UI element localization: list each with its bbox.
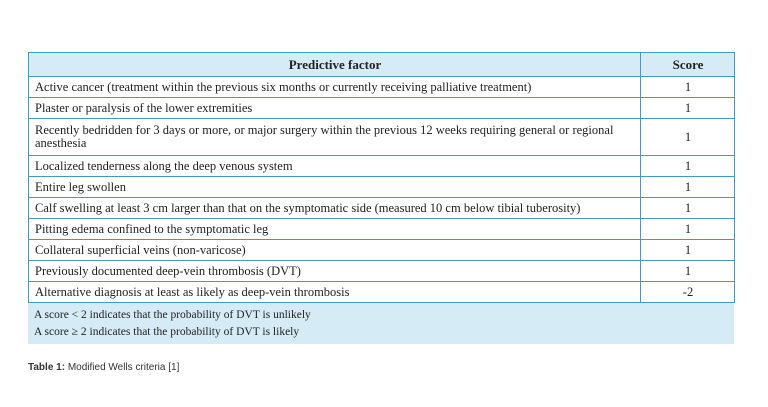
score-cell: 1 <box>641 177 735 198</box>
table-header-row <box>29 53 735 77</box>
table-row <box>29 77 735 98</box>
header-predictive-factor: Predictive factor <box>29 53 641 77</box>
score-cell: 1 <box>641 219 735 240</box>
score-cell: 1 <box>641 119 735 156</box>
table-row <box>29 282 735 303</box>
score-cell: 1 <box>641 198 735 219</box>
note-unlikely: A score < 2 indicates that the probability of DVT is unlikely <box>34 309 311 321</box>
table-row <box>29 261 735 282</box>
caption-text: Modified Wells criteria [1] <box>67 362 180 373</box>
score-cell: 1 <box>641 261 735 282</box>
table-row <box>29 98 735 119</box>
factor-cell: Plaster or paralysis of the lower extremities <box>29 98 641 119</box>
table-row <box>29 198 735 219</box>
score-cell: 1 <box>641 240 735 261</box>
factor-cell: Entire leg swollen <box>29 177 641 198</box>
header-score: Score <box>641 53 735 77</box>
score-cell: 1 <box>641 77 735 98</box>
criteria-table <box>28 52 735 303</box>
table-caption <box>28 362 179 373</box>
factor-cell: Previously documented deep-vein thrombosis (DVT) <box>29 261 641 282</box>
score-cell: 1 <box>641 98 735 119</box>
factor-cell: Localized tenderness along the deep venous system <box>29 156 641 177</box>
note-likely: A score ≥ 2 indicates that the probability of DVT is likely <box>34 326 300 338</box>
factor-cell: Collateral superficial veins (non-varicose) <box>29 240 641 261</box>
table-row <box>29 219 735 240</box>
factor-cell: Active cancer (treatment within the previous six months or currently receiving palliative treatment) <box>29 77 641 98</box>
factor-cell: Alternative diagnosis at least as likely as deep-vein thrombosis <box>29 282 641 303</box>
factor-cell: Recently bedridden for 3 days or more, or major surgery within the previous 12 weeks requiring general or regional anesthesia <box>29 119 641 156</box>
table-row <box>29 156 735 177</box>
table-row <box>29 119 735 156</box>
score-cell: -2 <box>641 282 735 303</box>
table-row <box>29 240 735 261</box>
caption-label: Table 1: <box>28 362 66 373</box>
interpretation-notes <box>28 303 734 344</box>
factor-cell: Calf swelling at least 3 cm larger than that on the symptomatic side (measured 10 cm below tibial tuberosity) <box>29 198 641 219</box>
table-row <box>29 177 735 198</box>
wells-criteria-table <box>28 52 734 344</box>
factor-cell: Pitting edema confined to the symptomatic leg <box>29 219 641 240</box>
score-cell: 1 <box>641 156 735 177</box>
